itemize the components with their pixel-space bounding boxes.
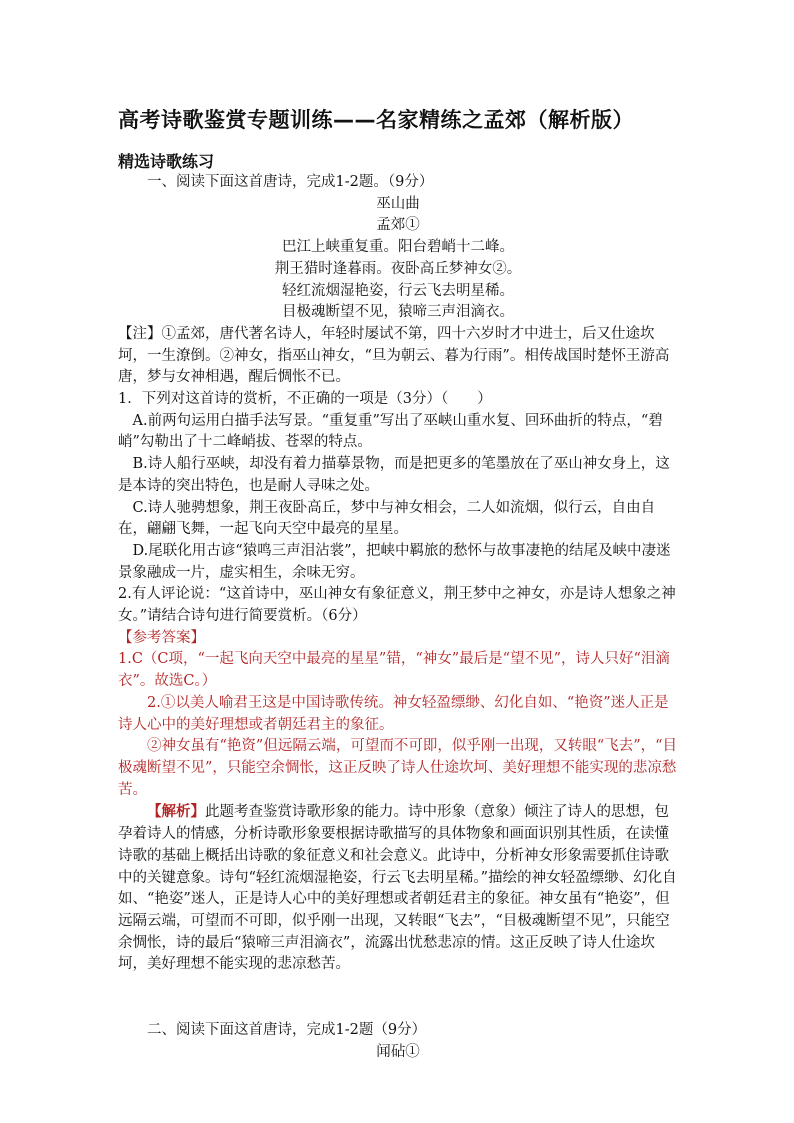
option-b: B.诗人船行巫峡，却没有着力描摹景物，而是把更多的笔墨放在了巫山神女身上，这是本诗的突出特色，也是耐人寻味之处。 — [118, 456, 670, 494]
poem-line: 目极魂断望不见，猿啼三声泪滴衣。 — [282, 304, 514, 321]
answer-1: 1.C（C项，“一起飞向天空中最亮的星星”错，“神女”最后是“望不见”，诗人只好“泪滴衣”。故选C。） — [118, 651, 670, 690]
poem-note: 【注】①孟郊，唐代著名诗人，年轻时屡试不第，四十六岁时才中进士，后又仕途坎坷，一生潦倒。②神女，指巫山神女，“旦为朝云、暮为行雨”。相传战国时楚怀王游高唐，梦与女神相遇，醒后惆怅不已。 — [118, 325, 670, 386]
poem-2-title: 闻砧① — [376, 1043, 420, 1060]
spacer — [118, 976, 678, 1020]
question-1-intro: 一、阅读下面这首唐诗，完成1-2题。（9分） — [147, 174, 434, 190]
question-2: 2.有人评论说：“这首诗中，巫山神女有象征意义，荆王梦中之神女，亦是诗人想象之神女。”请结合诗句进行简要赏析。（6分） — [118, 586, 676, 625]
analysis-paragraph — [118, 801, 678, 976]
answer-2-part-2: ②神女虽有“艳资”但远隔云端，可望而不可即，似乎刚一出现，又转眼“飞去”，“目极魂断望不见”，只能空余惆怅，这正反映了诗人仕途坎坷、美好理想不能实现的悲凉愁苦。 — [118, 738, 678, 798]
option-c: C.诗人驰骋想象，荆王夜卧高丘，梦中与神女相会，二人如流烟，似行云，自由自在，翩翩飞舞，一起飞向天空中最亮的星星。 — [118, 499, 656, 538]
poem-line: 轻红流烟湿艳姿，行云飞去明星稀。 — [282, 282, 514, 299]
document-body — [118, 172, 678, 1063]
section-heading: 精选诗歌练习 — [118, 152, 215, 171]
answer-label: 【参考答案】 — [118, 629, 205, 646]
analysis-label: 【解析】 — [147, 803, 205, 821]
option-a: A.前两句运用白描手法写景。“重复重”写出了巫峡山重水复、回环曲折的特点，“碧峭”勾勒出了十二峰峭拔、苍翠的特点。 — [118, 412, 663, 451]
poem-title: 巫山曲 — [376, 195, 420, 212]
poem-line: 巴江上峡重复重。阳台碧峭十二峰。 — [282, 239, 514, 256]
option-d: D.尾联化用古谚“猿鸣三声泪沾裳”，把峡中羁旅的愁怀与故事凄艳的结尾及峡中凄迷景象融成一片，虚实相生，余味无穷。 — [118, 542, 671, 581]
analysis-text: 此题考查鉴赏诗歌形象的能力。诗中形象（意象）倾注了诗人的思想，包孕着诗人的情感，分析诗歌形象要根据诗歌描写的具体物象和画面识别其性质，在读懂诗歌的基础上概括出诗歌的象征意义和社会意义。此诗中，分析神女形象需要抓住诗歌中的关键意象。诗句“轻红流烟湿艳姿，行云飞去明星稀。”描绘的神女轻盈缥缈、幻化自如、“艳姿”迷人，正是诗人心中的美好理想或者朝廷君主的象征。神女虽有“艳姿”，但远隔云端，可望而不可即，似乎刚一出现，又转眼“飞去”，“目极魂断望不见”，只能空余惆怅，诗的最后“猿啼三声泪滴衣”，流露出忧愁悲凉的情。这正反映了诗人仕途坎坷，美好理想不能实现的悲凉愁苦。 — [118, 804, 677, 973]
answer-2-part-1: 2.①以美人喻君王这是中国诗歌传统。神女轻盈缥缈、幻化自如、“艳资”迷人正是诗人心中的美好理想或者朝廷君主的象征。 — [118, 694, 669, 733]
poem-line: 荆王猎时逢暮雨。夜卧高丘梦神女②。 — [274, 260, 522, 277]
question-2-intro: 二、阅读下面这首唐诗，完成1-2题（9分） — [147, 1022, 427, 1039]
poem-author: 孟郊① — [376, 217, 420, 234]
document-title: 高考诗歌鉴赏专题训练——名家精练之孟郊（解析版） — [118, 108, 634, 132]
question-1: 1．下列对这首诗的赏析，不正确的一项是（3分）（ ） — [118, 391, 492, 408]
